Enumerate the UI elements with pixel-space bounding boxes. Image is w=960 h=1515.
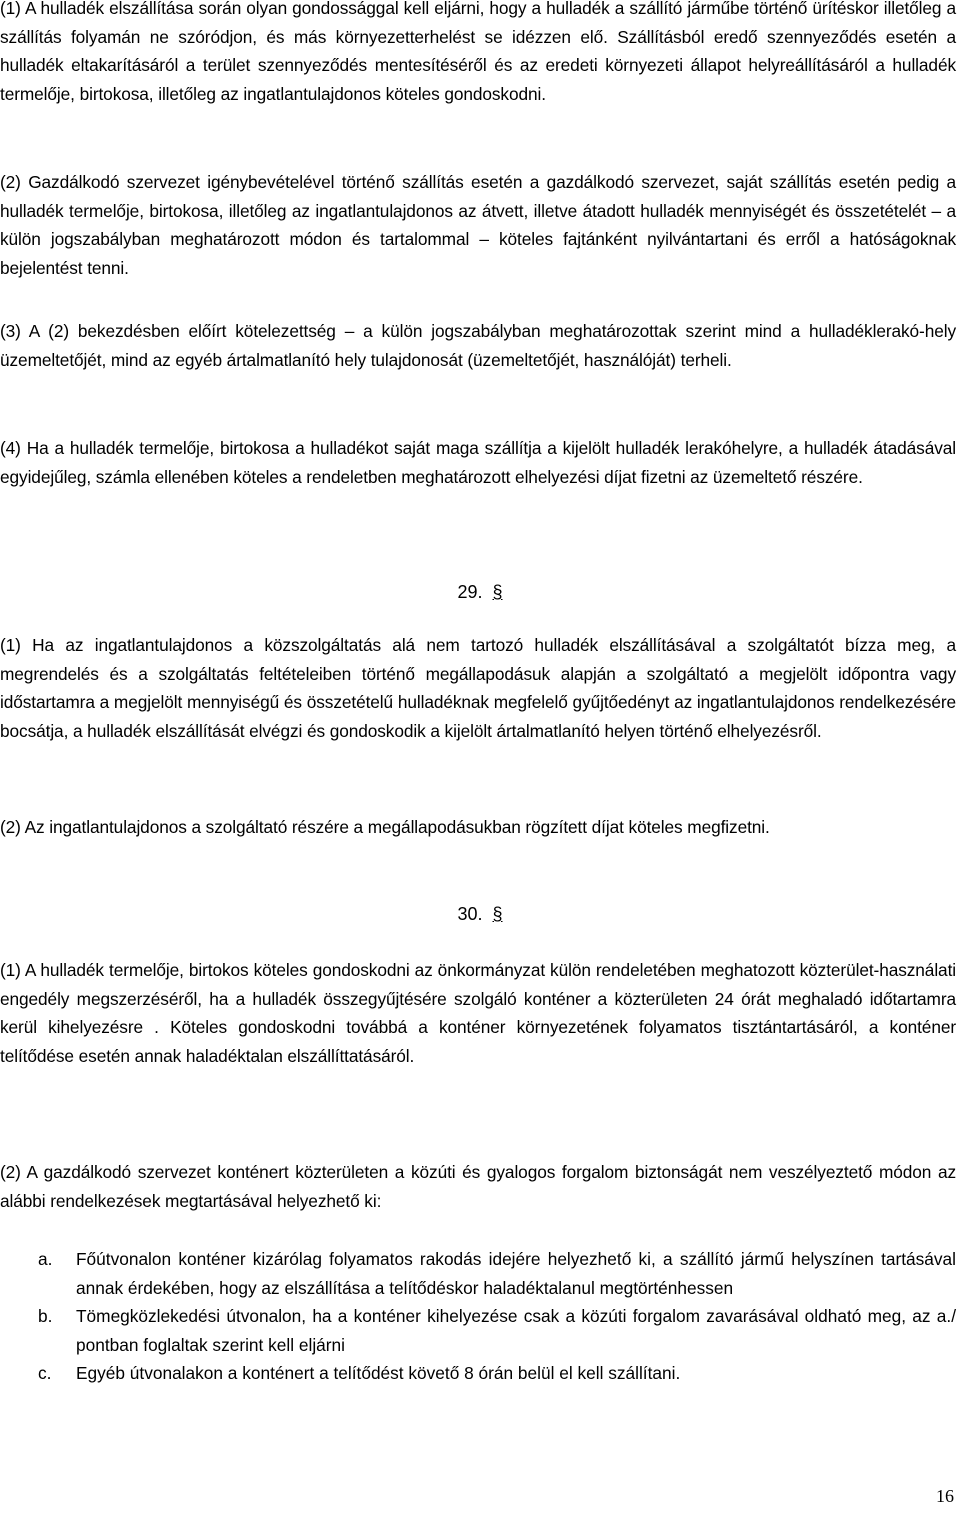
paragraph-2: [0, 168, 956, 282]
list-item: [38, 1302, 956, 1359]
section-symbol: §: [492, 582, 503, 602]
paragraph-text: Az ingatlantulajdonos a szolgáltató részére a megállapodásukban rögzített díjat köteles megfizetni.: [24, 817, 770, 837]
section-29-paragraph-2: [0, 813, 956, 842]
paragraph-text: Ha a hulladék termelője, birtokosa a hulladékot saját maga szállítja a kijelölt hulladék lerakóhelyre, a hulladék átadásával egyidejűleg, számla ellenében köteles a rendeletben meghatározott elhelyezési díjat fizetni az üzemeltető részére.: [0, 438, 957, 487]
list-item: [38, 1359, 956, 1388]
paragraph-text: A (2) bekezdésben előírt kötelezettség – a külön jogszabályban meghatározottak szerint mind a hulladéklerakó-hely üzemeltetőjét, mind az egyéb ártalmatlanító hely tulajdonosát (üzemeltetőjét, használóját) terheli.: [0, 321, 957, 370]
paragraph-number: (1): [0, 0, 21, 18]
paragraph-3: [0, 317, 956, 374]
paragraph-text: A gazdálkodó szervezet konténert közterületen a közúti és gyalogos forgalom biztonságát nem veszélyeztető módon az alábbi rendelkezések megtartásával helyezhető ki:: [0, 1162, 956, 1211]
section-heading-29: [0, 578, 960, 606]
page-number: 16: [936, 1486, 954, 1506]
paragraph-1: [0, 0, 956, 108]
section-number: 30.: [457, 904, 483, 924]
list-item: [38, 1245, 956, 1302]
list-marker: a.: [38, 1249, 53, 1269]
section-heading-30: [0, 900, 960, 928]
list-marker: b.: [38, 1306, 53, 1327]
paragraph-text: A hulladék termelője, birtokos köteles gondoskodni az önkormányzat külön rendeletében meghatozott közterület-használati engedély megszerzéséről, ha a hulladék összegyűjtésére szolgáló konténer a közterületen 24 órát meghaladó időtartamra kerül kihelyezésre . Köteles gondoskodni továbbá a konténer környezetének folyamatos tisztántartásáról, a konténer telítődése esetén annak haladéktalan elszállíttatásáról.: [0, 960, 957, 1066]
list-item-text: Tömegközlekedési útvonalon, ha a konténer kihelyezése csak a közúti forgalom zavarásával oldható meg, az a./ pontban foglaltak szerint kell eljárni: [76, 1306, 956, 1355]
paragraph-number: (2): [0, 172, 21, 192]
section-number: 29.: [457, 582, 483, 602]
paragraph-number: (1): [0, 960, 21, 980]
list-item-text: Egyéb útvonalakon a konténert a telítődést követő 8 órán belül el kell szállítani.: [76, 1363, 681, 1384]
section-30-paragraph-2: [0, 1158, 956, 1215]
section-symbol: §: [492, 904, 503, 924]
list-item-text: Főútvonalon konténer kizárólag folyamatos rakodás idejére helyezhető ki, a szállító jármű helyszínen tartásával annak érdekében, hogy az elszállítása a telítődéskor haladéktalanul megtörténhessen: [76, 1249, 956, 1298]
paragraph-number: (1): [0, 635, 21, 655]
paragraph-text: Gazdálkodó szervezet igénybevételével történő szállítás esetén a gazdálkodó szervezet, saját szállítás esetén pedig a hulladék termelője, birtokosa, illetőleg az ingatlantulajdonos az átvett, illetve átadott hulladék mennyiségét és összetételét – a külön jogszabályban meghatározott módon és tartalommal – köteles fajtánként nyilvántartani és erről a hatóságoknak bejelentést tenni.: [0, 172, 956, 278]
paragraph-number: (3): [0, 321, 21, 341]
paragraph-4: [0, 434, 956, 491]
paragraph-text: Ha az ingatlantulajdonos a közszolgáltatás alá nem tartozó hulladék elszállításával a szolgáltatót bízza meg, a megrendelés és a szolgáltatás feltételeiben történő megállapodásuk alapján a szolgáltató a megjelölt időpontra vagy időstartamra a megjelölt mennyiségű és összetételű hulladéknak megfelelő gyűjtőedényt az ingatlantulajdonos rendelkezésére bocsátja, a hulladék elszállítását elvégzi és gondoskodik a kijelölt ártalmatlanító helyen történő elhelyezésről.: [0, 635, 956, 741]
paragraph-number: (2): [0, 1162, 21, 1182]
conditions-list: [38, 1245, 956, 1388]
section-30-paragraph-1: [0, 956, 956, 1070]
paragraph-text: A hulladék elszállítása során olyan gondossággal kell eljárni, hogy a hulladék a szállító járműbe történő ürítéskor illetőleg a szállítás folyamán ne szóródjon, és más környezetterhelést se idézzen elő. Szállításból eredő szennyeződés esetén a hulladék eltakarításáról a terület szennyeződés mentesítéséről és az eredeti környezeti állapot helyreállításáról a hulladék termelője, birtokosa, illetőleg az ingatlantulajdonos köteles gondoskodni.: [0, 0, 957, 104]
paragraph-number: (2): [0, 817, 21, 837]
section-29-paragraph-1: [0, 631, 956, 745]
list-marker: c.: [38, 1363, 52, 1384]
paragraph-number: (4): [0, 438, 21, 458]
